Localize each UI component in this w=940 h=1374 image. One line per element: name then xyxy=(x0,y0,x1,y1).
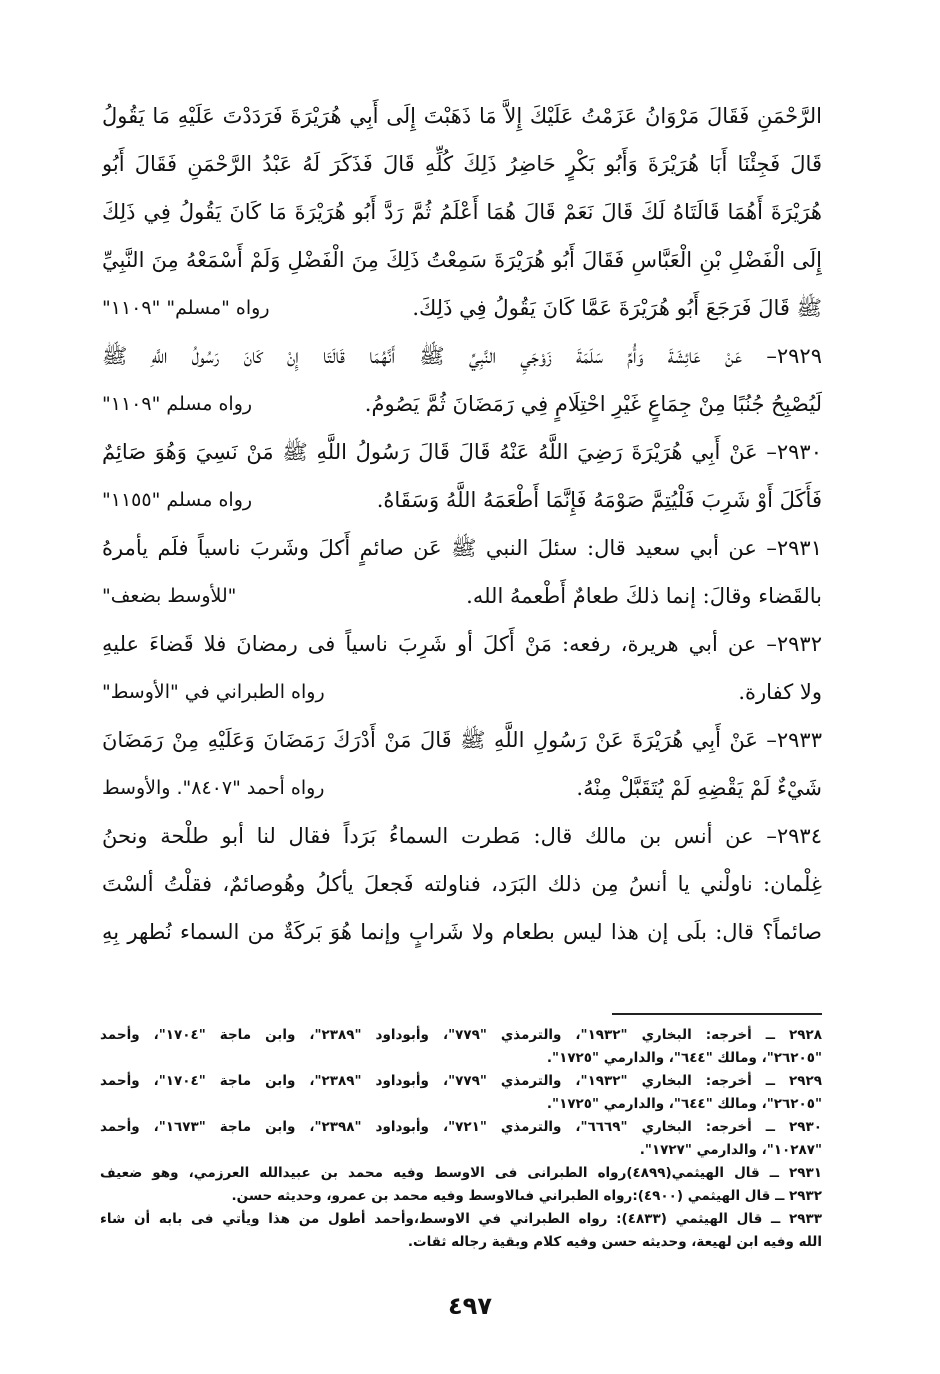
text-line: هُرَيْرَةَ أَهُمَا قَالَتَاهُ لَكَ قَالَ نَعَمْ قَالَ هُمَا أَعْلَمُ ثُمَّ رَدَّ أَبُو هُرَيْرَةَ مَا كَانَ يَقُولُ فِي ذَلِكَ xyxy=(102,200,822,224)
hadith-reference: رواه "مسلم" "١١٠٩" xyxy=(102,297,270,319)
footnote-line: ٢٩٣٣ ــ قال الهيثمي (٤٨٣٣): رواه الطبراني في الاوسط،وأحمد أطول من هذا ويأتي فى بابه أن شاء xyxy=(100,1211,822,1227)
footnote-line: الله وفيه ابن لهيعة، وحديثه حسن وفيه كلام وبقية رجاله ثقات. xyxy=(407,1234,822,1250)
text-line-with-reference xyxy=(102,668,822,716)
hadith-reference: رواه الطبراني في "الأوسط" xyxy=(102,681,325,703)
hadith-text: ولا كفارة. xyxy=(738,680,822,704)
footnote-line: ٢٩٢٩ ــ أخرجه: البخاري "١٩٣٢"، والترمذي "٧٧٩"، وأبوداود "٢٣٨٩"، وابن ماجة "١٧٠٤"، وأحمد xyxy=(100,1073,822,1089)
hadith-2933-line: ٢٩٣٣– عَنْ أَبِي هُرَيْرَةَ عَنْ رَسُولِ اللَّهِ ﷺ قَالَ مَنْ أَدْرَكَ رَمَضَانَ وَعَلَيْهِ مِنْ رَمَضَانَ xyxy=(102,728,822,752)
text-line-with-reference xyxy=(102,572,822,620)
footnote-line: ٢٩٣٢ ــ قال الهيثمي (٤٩٠٠):رواه الطبراني فىالاوسط وفيه محمد بن عمرو، وحديثه حسن. xyxy=(231,1188,822,1204)
hadith-2930-line: ٢٩٣٠– عَنْ أَبِي هُرَيْرَةَ رَضِيَ اللَّهُ عَنْهُ قَالَ قَالَ رَسُولُ اللَّهِ ﷺ مَنْ نَسِيَ وَهُوَ صَائِمٌ xyxy=(102,440,822,464)
footnote-divider xyxy=(612,1013,822,1015)
footnotes xyxy=(100,1024,822,1254)
hadith-2931-line: ٢٩٣١– عن أبي سعيد قال: سئلَ النبي ﷺ عَن صائمٍ أَكلَ وشَربَ ناسياً فلَم يأمرهُ xyxy=(102,536,822,560)
text-line: الرَّحْمَنِ فَقَالَ مَرْوَانُ عَزَمْتُ عَلَيْكَ إِلاَّ مَا ذَهَبْتَ إِلَى أَبِي هُرَيْرَةَ فَرَدَدْتَ عَلَيْهِ مَا يَقُولُ xyxy=(102,104,822,128)
hadith-reference: رواه مسلم "١١٥٥" xyxy=(102,489,253,511)
page-number: ٤٩٧ xyxy=(448,1292,492,1320)
text-line: إِلَى الْفَضْلِ بْنِ الْعَبَّاسِ فَقَالَ أَبُو هُرَيْرَةَ سَمِعْتُ ذَلِكَ مِنَ الْفَضْلِ وَلَمْ أَسْمَعْهُ مِنَ النَّبِيِّ xyxy=(102,248,822,272)
text-line: صائماً؟ قال: بلَى إن هذا ليس بطعام ولا شَرابٍ وإنما هُوَ بَركَةٌ من السماء نُطهر بِهِ xyxy=(102,920,822,944)
hadith-text: شَيْءٌ لَمْ يَقْضِهِ لَمْ يُتَقَبَّلْ مِنْهُ. xyxy=(576,776,822,800)
hadith-2934-line: ٢٩٣٤– عن أنس بن مالك قال: مَطرت السماءُ بَرَداً فقال لنا أبو طلْحة ونحنُ xyxy=(102,824,822,848)
footnote-line: "٢٦٢٠٥"، ومالك "٦٤٤"، والدارمي "١٧٢٥". xyxy=(546,1050,822,1066)
hadith-2929-line: ٢٩٢٩– عَنْ عَائِشَةَ وَأُمِّ سَلَمَةَ زَوْجَيِ النَّبِيِّ ﷺ أَنَّهُمَا قَالَتَا إِنْ كَانَ رَسُولُ اللَّهِ ﷺ xyxy=(102,344,822,368)
text-line-with-reference xyxy=(102,284,822,332)
hadith-text: لَيُصْبِحُ جُنُبًا مِنْ جِمَاعٍ غَيْرِ احْتِلَامٍ فِي رَمَضَانَ ثُمَّ يَصُومُ. xyxy=(364,392,822,416)
hadith-text: فَأَكَلَ أَوْ شَرِبَ فَلْيُتِمَّ صَوْمَهُ فَإِنَّمَا أَطْعَمَهُ اللَّهُ وَسَقَاهُ. xyxy=(376,488,822,512)
text-line-with-reference xyxy=(102,476,822,524)
footnote-line: ٢٩٣٠ ــ أخرجه: البخاري "٦٦٦٩"، والترمذي "٧٢١"، وأبوداود "٢٣٩٨"، وابن ماجة "١٦٧٣"، وأحمد xyxy=(100,1119,822,1135)
hadith-2932-line: ٢٩٣٢– عن أبي هريرة، رفعه: مَنْ أَكلَ أو شَرِبَ ناسياً فى رمضانَ فلا قَضاءَ عليهِ xyxy=(102,632,822,656)
text-line-with-reference xyxy=(102,380,822,428)
hadith-text: بالقَضاء وقالَ: إنما ذلكَ طعامٌ أَطْعمهُ الله. xyxy=(466,584,822,608)
text-line: غِلْمان: ناولْني يا أنسُ مِن ذلك البَرَد، فناولته فَجعلَ يأكلُ وهُوصائمٌ، فقلْتُ ألسْتَ xyxy=(102,872,822,896)
footnote-line: ٢٩٢٨ ــ أخرجه: البخاري "١٩٣٢"، والترمذي "٧٧٩"، وأبوداود "٢٣٨٩"، وابن ماجة "١٧٠٤"، وأحمد xyxy=(100,1027,822,1043)
hadith-reference: رواه مسلم "١١٠٩" xyxy=(102,393,253,415)
footnote-line: ٢٩٣١ ــ قال الهيثمي(٤٨٩٩)رواه الطبرانى فى الاوسط وفيه محمد بن عبيدالله العرزمي، وهو ضعيف xyxy=(100,1165,822,1181)
footnote-line: "١٠٢٨٧"، والدارمي "١٧٢٧". xyxy=(639,1142,822,1158)
text-line: قَالَ فَجِئْنَا أَبَا هُرَيْرَةَ وَأَبُو بَكْرٍ حَاضِرُ ذَلِكَ كُلِّهِ قَالَ فَذَكَرَ لَهُ عَبْدُ الرَّحْمَنِ فَقَالَ أَبُو xyxy=(102,152,822,176)
text-line-with-reference xyxy=(102,764,822,812)
hadith-reference: رواه أحمد "٨٤٠٧". والأوسط xyxy=(102,777,325,799)
footnote-line: "٢٦٢٠٥"، ومالك "٦٤٤"، والدارمي "١٧٢٥". xyxy=(546,1096,822,1112)
hadith-reference: "للأوسط بضعف" xyxy=(102,585,237,607)
hadith-text: ﷺ قَالَ فَرَجَعَ أَبُو هُرَيْرَةَ عَمَّا كَانَ يَقُولُ فِي ذَلِكَ. xyxy=(412,296,822,320)
main-text xyxy=(102,92,822,956)
